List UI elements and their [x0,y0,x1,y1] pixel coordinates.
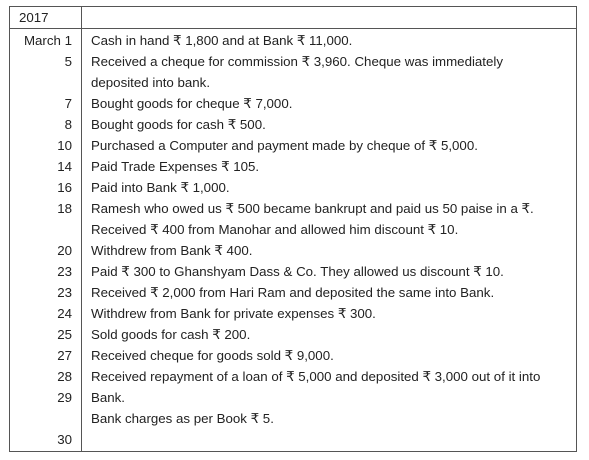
entry-date: 14 [57,159,72,174]
entry-date: 20 [57,243,72,258]
entry-date: 29 [57,390,72,405]
entry-date: 27 [57,348,72,363]
entry-text: Bank charges as per Book ₹ 5. [91,411,274,426]
year-cell: 2017 [10,7,82,29]
entry-text: Ramesh who owed us ₹ 500 became bankrupt and paid us 50 paise in a ₹. [91,201,534,216]
entry-date: 23 [57,264,72,279]
entry-text: Paid into Bank ₹ 1,000. [91,180,230,195]
entry-text: Bought goods for cash ₹ 500. [91,117,266,132]
entry-text: Paid Trade Expenses ₹ 105. [91,159,260,174]
year-header-blank-cell [82,7,577,29]
entry-date: 30 [57,432,72,447]
description-column [82,29,577,452]
entry-date: 8 [64,117,72,132]
year-header-row [10,7,577,29]
entry-date: 23 [57,285,72,300]
entry-text: Sold goods for cash ₹ 200. [91,327,251,342]
entry-text: Paid ₹ 300 to Ghanshyam Dass & Co. They allowed us discount ₹ 10. [91,264,504,279]
entry-text: Purchased a Computer and payment made by cheque of ₹ 5,000. [91,138,478,153]
entry-date: 24 [57,306,72,321]
entry-text: Cash in hand ₹ 1,800 and at Bank ₹ 11,000. [91,33,353,48]
transactions-table [9,6,577,452]
entry-date: 18 [57,201,72,216]
entry-text: Received a cheque for commission ₹ 3,960. Cheque was immediately deposited into bank. [91,54,504,90]
entry-text: Received ₹ 400 from Manohar and allowed him discount ₹ 10. [91,222,459,237]
entries-body-row [10,29,577,452]
entry-text: Withdrew from Bank for private expenses ₹ 300. [91,306,376,321]
date-column [10,29,82,452]
entry-text: Received repayment of a loan of ₹ 5,000 and deposited ₹ 3,000 out of it into Bank. [91,369,541,405]
entry-text: Bought goods for cheque ₹ 7,000. [91,96,293,111]
entry-date: 5 [64,54,72,69]
entry-date: 10 [57,138,72,153]
entry-text: Received cheque for goods sold ₹ 9,000. [91,348,334,363]
entry-text: Received ₹ 2,000 from Hari Ram and deposited the same into Bank. [91,285,495,300]
entry-date: 25 [57,327,72,342]
entry-date: 7 [64,96,72,111]
entry-text: Withdrew from Bank ₹ 400. [91,243,253,258]
entry-date: 28 [57,369,72,384]
entry-date: March 1 [23,33,72,48]
entry-date: 16 [57,180,72,195]
